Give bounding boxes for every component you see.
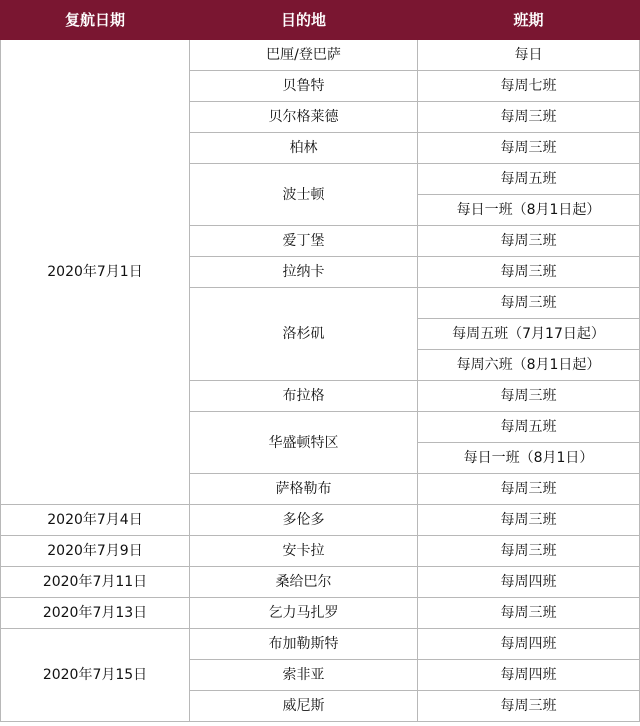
table-body xyxy=(1,40,640,722)
header-row xyxy=(1,1,640,40)
destination-cell: 乞力马扎罗 xyxy=(190,598,418,629)
destination-cell: 安卡拉 xyxy=(190,536,418,567)
schedule-cell: 每周四班 xyxy=(418,629,640,660)
schedule-cell: 每周三班 xyxy=(418,257,640,288)
schedule-cell: 每周三班 xyxy=(418,288,640,319)
schedule-cell: 每周四班 xyxy=(418,567,640,598)
resume-date-cell: 2020年7月15日 xyxy=(1,629,190,722)
schedule-cell: 每周六班（8月1日起） xyxy=(418,350,640,381)
destination-cell: 布加勒斯特 xyxy=(190,629,418,660)
table-header xyxy=(1,1,640,40)
destination-cell: 多伦多 xyxy=(190,505,418,536)
schedule-cell: 每周五班 xyxy=(418,164,640,195)
destination-cell: 波士顿 xyxy=(190,164,418,226)
resume-date-cell: 2020年7月4日 xyxy=(1,505,190,536)
schedule-cell: 每周七班 xyxy=(418,71,640,102)
table-row xyxy=(1,40,640,71)
schedule-cell: 每周三班 xyxy=(418,381,640,412)
table-row xyxy=(1,567,640,598)
header-schedule: 班期 xyxy=(418,1,640,40)
schedule-cell: 每日 xyxy=(418,40,640,71)
destination-cell: 柏林 xyxy=(190,133,418,164)
header-destination: 目的地 xyxy=(190,1,418,40)
schedule-cell: 每周三班 xyxy=(418,598,640,629)
destination-cell: 威尼斯 xyxy=(190,691,418,722)
resume-date-cell: 2020年7月9日 xyxy=(1,536,190,567)
destination-cell: 萨格勒布 xyxy=(190,474,418,505)
schedule-cell: 每周三班 xyxy=(418,133,640,164)
schedule-cell: 每周三班 xyxy=(418,474,640,505)
schedule-cell: 每周三班 xyxy=(418,691,640,722)
schedule-cell: 每周三班 xyxy=(418,102,640,133)
destination-cell: 布拉格 xyxy=(190,381,418,412)
schedule-cell: 每周三班 xyxy=(418,536,640,567)
schedule-cell: 每日一班（8月1日） xyxy=(418,443,640,474)
schedule-cell: 每周四班 xyxy=(418,660,640,691)
schedule-cell: 每日一班（8月1日起） xyxy=(418,195,640,226)
resume-date-cell: 2020年7月13日 xyxy=(1,598,190,629)
destination-cell: 华盛顿特区 xyxy=(190,412,418,474)
header-date: 复航日期 xyxy=(1,1,190,40)
destination-cell: 贝鲁特 xyxy=(190,71,418,102)
destination-cell: 爱丁堡 xyxy=(190,226,418,257)
schedule-cell: 每周五班（7月17日起） xyxy=(418,319,640,350)
schedule-cell: 每周三班 xyxy=(418,505,640,536)
table-row xyxy=(1,536,640,567)
table-row xyxy=(1,629,640,660)
destination-cell: 洛杉矶 xyxy=(190,288,418,381)
table-row xyxy=(1,598,640,629)
destination-cell: 桑给巴尔 xyxy=(190,567,418,598)
destination-cell: 巴厘/登巴萨 xyxy=(190,40,418,71)
destination-cell: 贝尔格莱德 xyxy=(190,102,418,133)
table-row xyxy=(1,505,640,536)
schedule-cell: 每周三班 xyxy=(418,226,640,257)
destination-cell: 索非亚 xyxy=(190,660,418,691)
resume-date-cell: 2020年7月11日 xyxy=(1,567,190,598)
schedule-cell: 每周五班 xyxy=(418,412,640,443)
resume-date-cell: 2020年7月1日 xyxy=(1,40,190,505)
destination-cell: 拉纳卡 xyxy=(190,257,418,288)
